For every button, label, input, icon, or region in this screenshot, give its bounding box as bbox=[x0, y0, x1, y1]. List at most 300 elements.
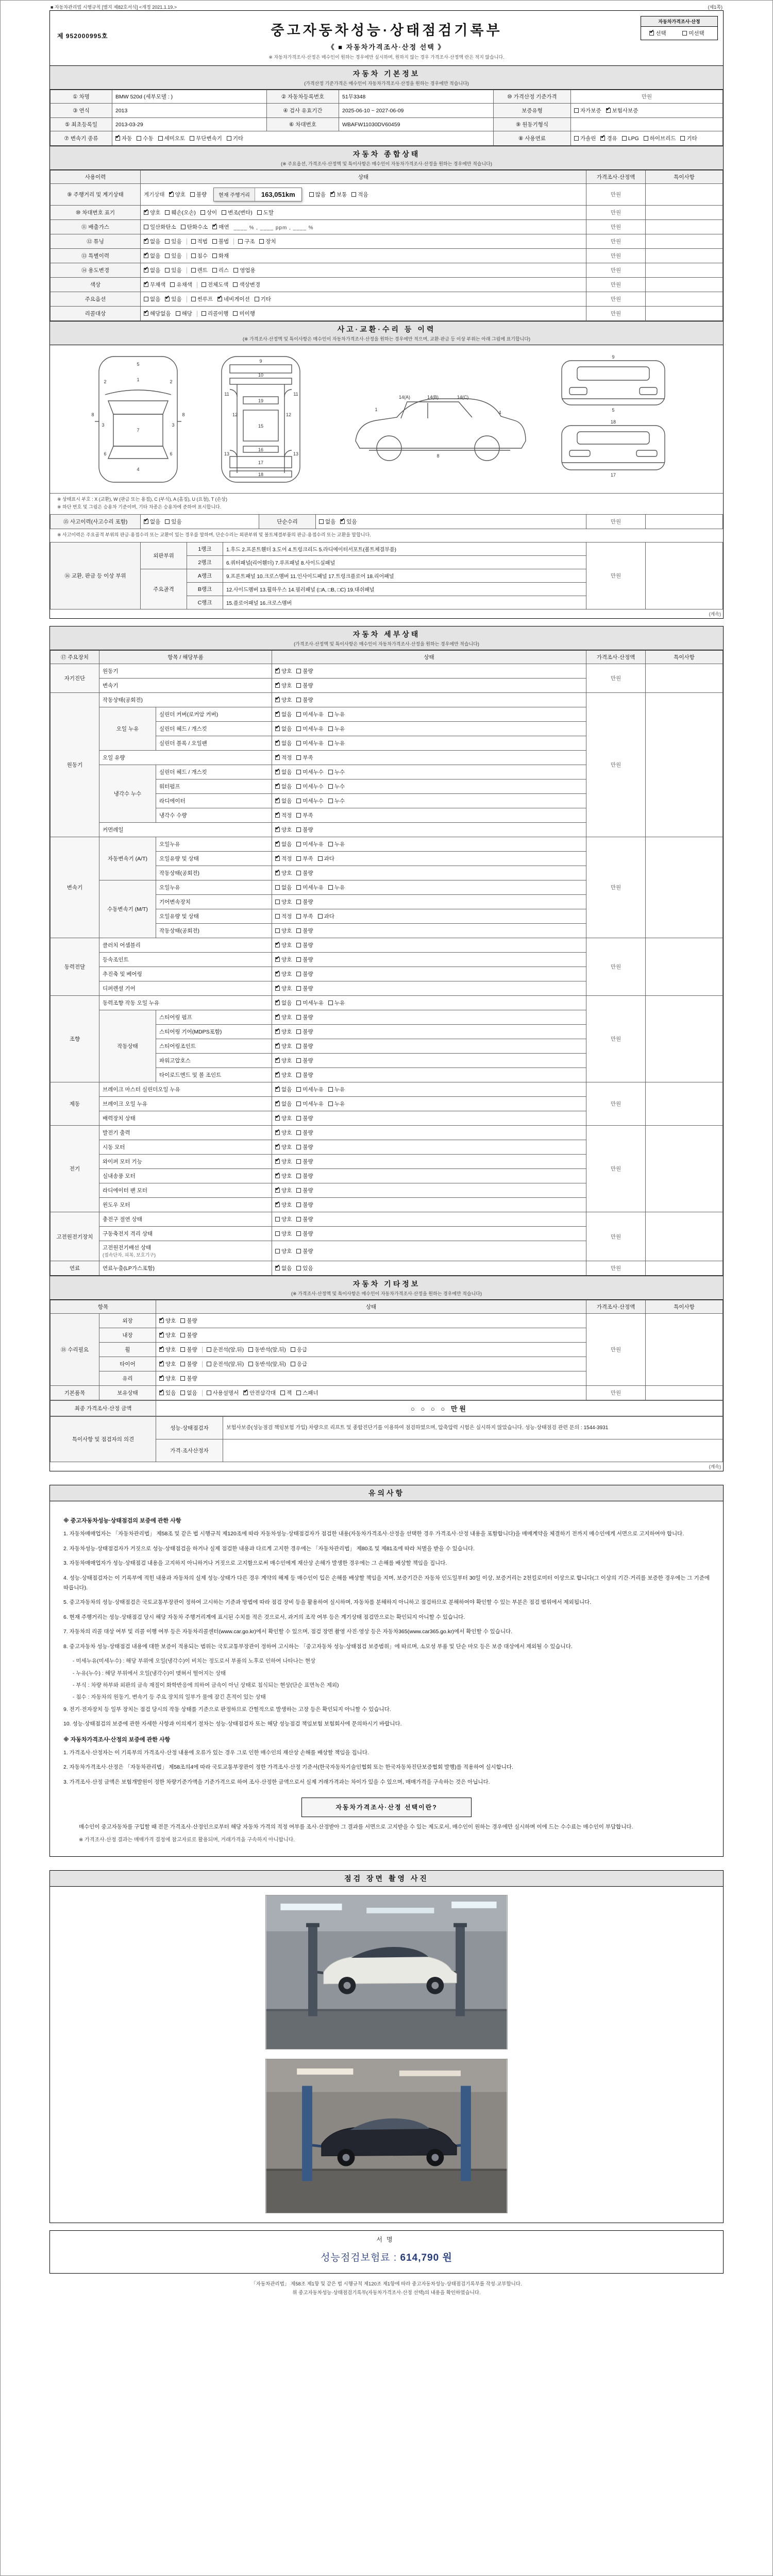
detail-option[interactable]: ✔ 없음 bbox=[275, 739, 292, 747]
etc-item-label: 내장 bbox=[99, 1328, 156, 1343]
item-state bbox=[272, 909, 586, 924]
note-cell bbox=[646, 1314, 723, 1386]
etc-extra-option[interactable]: 동반석(앞,뒤) bbox=[248, 1346, 286, 1353]
basics-option[interactable]: ✔ 있음 bbox=[159, 1389, 176, 1397]
item-label: 브레이크 오일 누유 bbox=[99, 1097, 272, 1111]
detail-option[interactable]: 불량 bbox=[296, 696, 313, 704]
basic-items-item: 보유상태 bbox=[99, 1386, 156, 1400]
detail-form-box bbox=[49, 626, 724, 1471]
detail-option[interactable]: ✔ 양호 bbox=[275, 826, 292, 834]
field-label: ② 자동차등록번호 bbox=[267, 90, 339, 104]
svg-text:8: 8 bbox=[91, 412, 94, 417]
item-state bbox=[272, 751, 586, 765]
notice-item: 3. 자동차매매업자가 성능·상태점검 내용을 고지하지 아니하거나 거짓으로 고지함으로써 매수인에게 재산상 손해가 발생한 경우에는 그 손해를 배상할 책임을 집니다. bbox=[63, 1560, 447, 1567]
note-cell bbox=[646, 693, 723, 837]
detail-option[interactable]: ✔ 양호 bbox=[275, 1071, 292, 1079]
detail-option[interactable]: 미세누수 bbox=[296, 768, 324, 776]
item-label: 고전원전기배선 상태 (접속단자, 피복, 보호기구) bbox=[99, 1241, 272, 1261]
transmission-options[interactable]: 수동 bbox=[137, 134, 153, 142]
detail-option[interactable]: ✔ 양호 bbox=[275, 1129, 292, 1137]
detail-option[interactable]: ✔ 적정 bbox=[275, 811, 292, 819]
checkbox-icon bbox=[275, 871, 280, 875]
svg-text:9: 9 bbox=[259, 359, 262, 364]
overall-option[interactable]: 썬루프 bbox=[191, 295, 213, 303]
detail-option[interactable]: 불량 bbox=[296, 1247, 313, 1255]
page-number: (제1쪽) bbox=[708, 5, 722, 10]
simple-repair-options[interactable]: ✔ 있음 bbox=[340, 518, 357, 526]
warranty-type[interactable]: 자가보증 bbox=[574, 107, 601, 114]
detail-option[interactable]: 부족 bbox=[296, 912, 313, 920]
detail-option[interactable]: ✔ 양호 bbox=[275, 1114, 292, 1122]
overall-option[interactable]: 렌트 bbox=[191, 266, 208, 274]
overall-row bbox=[51, 220, 723, 234]
basics-option[interactable]: 없음 bbox=[180, 1389, 197, 1397]
basics-extra-option[interactable]: 잭 bbox=[280, 1389, 292, 1397]
detail-option[interactable]: 누유 bbox=[328, 725, 345, 733]
overall-option[interactable]: 없음 bbox=[144, 295, 160, 303]
item-state bbox=[272, 765, 586, 779]
overall-option[interactable]: ✔ 있음 bbox=[165, 295, 181, 303]
detail-option[interactable]: 누수 bbox=[328, 797, 345, 805]
note-cell bbox=[646, 220, 723, 234]
detail-option[interactable]: 미세누수 bbox=[296, 783, 324, 790]
mileage-judge-option[interactable]: 많음 bbox=[309, 191, 326, 198]
item-state bbox=[272, 938, 586, 953]
field-label: ⑦ 변속기 종류 bbox=[51, 131, 112, 146]
overall-row-label: 리콜대상 bbox=[51, 307, 141, 321]
detail-option[interactable]: 적정 bbox=[275, 912, 292, 920]
item-state bbox=[272, 1039, 586, 1054]
note-cell bbox=[646, 1261, 723, 1276]
overall-option[interactable]: ✔ 매연 bbox=[212, 223, 229, 231]
etc-extra-option[interactable]: 운전석(앞,뒤) bbox=[207, 1360, 244, 1368]
field-label: ③ 연식 bbox=[51, 104, 112, 118]
checkbox-icon bbox=[217, 297, 222, 301]
detail-option[interactable]: 없음 bbox=[275, 884, 292, 891]
overall-row-state bbox=[141, 263, 586, 278]
etc-extra-option[interactable]: 응급 bbox=[291, 1360, 307, 1368]
detail-option[interactable]: 과다 bbox=[318, 855, 334, 862]
checkbox-icon bbox=[275, 755, 280, 760]
note-cell bbox=[646, 292, 723, 307]
inspector-opinion: 보험사보증(성능점검 책임보험 가입) 차량으로 리프트 및 종합진단기를 이용하여 점검하였으며, 압축압력 시험은 실시하지 않았습니다. 성능·상태점검 관련 문의 : 1544-3931 bbox=[223, 1417, 723, 1439]
notice-item: 6. 현재 주행거리는 성능·상태점검 당시 해당 자동차 주행거리계에 표시된 수치를 적은 것으로서, 과거의 조작 여부 등은 계기상태 점검만으로는 확인되지 아니할 수 있습니다. bbox=[63, 1614, 465, 1620]
warranty-type[interactable]: ✔ 보험사보증 bbox=[606, 107, 638, 114]
overall-option[interactable]: 유채색 bbox=[170, 281, 192, 289]
detail-option[interactable]: 불량 bbox=[296, 1071, 313, 1079]
overall-option[interactable]: 있음 bbox=[165, 266, 181, 274]
footer-line: 위 중고자동차성능·상태점검기록부(자동차가격조사·산정 선택)의 내용을 확인하였습니다. bbox=[292, 2290, 481, 2296]
detail-option[interactable]: ✔ 적정 bbox=[275, 754, 292, 761]
detail-option[interactable]: 누유 bbox=[328, 840, 345, 848]
etc-extra-option[interactable]: 응급 bbox=[291, 1346, 307, 1353]
mileage-judge-option[interactable]: ✔ 보통 bbox=[330, 191, 347, 198]
overall-option[interactable]: 리스 bbox=[212, 266, 229, 274]
checkbox-icon bbox=[296, 712, 301, 717]
premium-line bbox=[50, 2245, 723, 2273]
detail-option[interactable]: 불량 bbox=[296, 869, 313, 877]
notice-item: 1. 자동차매매업자는 「자동차관리법」 제58조 및 같은 법 시행규칙 제120조에 따라 자동차성능·상태점검자가 점검한 내용(자동차가격조사·산정을 선택한 경우 가격조사·산정 내용을 포함합니다)을 매매계약을 체결하기 전까지 매수인에게 서면으로 고지하여야 합니다. bbox=[63, 1531, 684, 1537]
price-cell: 만원 bbox=[586, 184, 646, 206]
item-state bbox=[272, 1097, 586, 1111]
detail-option[interactable]: 불량 bbox=[296, 941, 313, 949]
detail-option[interactable]: ✔ 없음 bbox=[275, 1264, 292, 1272]
checkbox-icon bbox=[291, 1347, 295, 1352]
detail-option[interactable]: 양호 bbox=[275, 1247, 292, 1255]
etc-item-state bbox=[156, 1314, 586, 1328]
etc-item-label: 타이어 bbox=[99, 1357, 156, 1371]
detail-option[interactable]: ✔ 양호 bbox=[275, 970, 292, 978]
section-detail-note: (가격조사·산정액 및 특이사항은 매수인이 자동차가격조사·산정을 원하는 경우에만 적습니다) bbox=[294, 641, 479, 647]
price-cell: 만원 bbox=[586, 1082, 646, 1126]
item-label: 기어변속장치 bbox=[156, 895, 272, 909]
fuel-options[interactable]: 가솔린 bbox=[574, 134, 596, 142]
item-label: 실린더 블록 / 오일팬 bbox=[156, 736, 272, 751]
detail-option[interactable]: ✔ 양호 bbox=[275, 1028, 292, 1036]
detail-option[interactable]: ✔ 양호 bbox=[275, 985, 292, 992]
checkbox-icon bbox=[291, 1362, 295, 1366]
overall-option[interactable]: 탄화수소 bbox=[181, 223, 208, 231]
overall-option[interactable]: 침수 bbox=[191, 252, 208, 260]
fuel-options[interactable]: 기타 bbox=[680, 134, 697, 142]
detail-option[interactable]: ✔ 양호 bbox=[275, 1172, 292, 1180]
overall-row-label: ⑭ 용도변경 bbox=[51, 263, 141, 278]
detail-option[interactable]: ✔ 양호 bbox=[275, 1143, 292, 1151]
etc-option[interactable]: 불량 bbox=[180, 1346, 197, 1353]
overall-option[interactable]: 변조(변타) bbox=[222, 209, 253, 216]
basics-extra-option[interactable]: 스패너 bbox=[296, 1389, 318, 1397]
detail-option[interactable]: 양호 bbox=[275, 927, 292, 935]
item-label: 배력장치 상태 bbox=[99, 1111, 272, 1126]
gauge-status-option[interactable]: 불량 bbox=[190, 191, 207, 198]
overall-option[interactable]: 있음 bbox=[165, 252, 181, 260]
simple-repair-options[interactable]: 없음 bbox=[319, 518, 335, 526]
detail-option[interactable]: 불량 bbox=[296, 1215, 313, 1223]
checkbox-icon bbox=[275, 1188, 280, 1193]
item-state bbox=[272, 722, 586, 736]
detail-option[interactable]: 미세누유 bbox=[296, 884, 324, 891]
item-label: 발전기 출력 bbox=[99, 1126, 272, 1140]
svg-text:1: 1 bbox=[375, 407, 378, 412]
overall-option[interactable]: ✔ 없음 bbox=[144, 252, 160, 260]
detail-option[interactable]: 누유 bbox=[328, 884, 345, 891]
detail-option[interactable]: ✔ 양호 bbox=[275, 1057, 292, 1064]
detail-option[interactable]: ✔ 양호 bbox=[275, 956, 292, 963]
note-cell bbox=[646, 206, 723, 220]
accident-history-options[interactable]: ✔ 없음 bbox=[144, 518, 160, 526]
etc-option[interactable]: ✔ 양호 bbox=[159, 1331, 176, 1339]
accident-history-table bbox=[50, 514, 723, 529]
overall-option[interactable]: 적법 bbox=[191, 238, 208, 245]
overall-option[interactable]: 훼손(오손) bbox=[165, 209, 196, 216]
overall-option[interactable]: 미이행 bbox=[233, 310, 255, 317]
checkbox-icon bbox=[200, 210, 205, 215]
detail-option[interactable]: 누유 bbox=[328, 710, 345, 718]
overall-option[interactable]: 구조 bbox=[238, 238, 255, 245]
checkbox-icon bbox=[144, 297, 148, 301]
detail-option[interactable]: 누유 bbox=[328, 1100, 345, 1108]
etc-option[interactable]: 불량 bbox=[180, 1375, 197, 1382]
overall-option[interactable]: 상이 bbox=[200, 209, 217, 216]
fuel-options[interactable]: 하이브리드 bbox=[644, 134, 676, 142]
basics-extra-option[interactable]: 사용설명서 bbox=[207, 1389, 239, 1397]
item-state bbox=[272, 1198, 586, 1212]
overall-option[interactable]: 기타 bbox=[255, 295, 271, 303]
overall-option[interactable]: ✔ 해당없음 bbox=[144, 310, 171, 317]
price-explain-note: ※ 가격조사·산정 결과는 매매가격 결정에 참고자료로 활용되며, 거래가격을 구속하지 아니합니다. bbox=[79, 1837, 295, 1843]
item-state bbox=[272, 880, 586, 895]
svg-text:10: 10 bbox=[258, 372, 264, 378]
rank-name: 1랭크 bbox=[187, 543, 223, 556]
col-header: 특이사항 bbox=[646, 171, 723, 184]
opinion-label: 특이사항 및 점검자의 의견 bbox=[51, 1417, 156, 1462]
detail-option[interactable]: 불량 bbox=[296, 1057, 313, 1064]
price-cell: 만원 bbox=[586, 292, 646, 307]
detail-option[interactable]: 미세누유 bbox=[296, 710, 324, 718]
detail-option[interactable]: 불량 bbox=[296, 1114, 313, 1122]
field-label: ① 차명 bbox=[51, 90, 112, 104]
overall-option[interactable]: 영업용 bbox=[233, 266, 255, 274]
basics-extra-option[interactable]: ✔ 안전삼각대 bbox=[243, 1389, 276, 1397]
checkbox-icon bbox=[280, 1391, 285, 1395]
detail-option[interactable]: 불량 bbox=[296, 985, 313, 992]
svg-text:14(A): 14(A) bbox=[398, 395, 411, 400]
etc-option[interactable]: 불량 bbox=[180, 1317, 197, 1325]
basic-items-row bbox=[51, 1386, 723, 1400]
checkbox-icon bbox=[201, 282, 206, 287]
item-label: 브레이크 마스터 실린더오일 누유 bbox=[99, 1082, 272, 1097]
rank-parts: 9.프론트패널 10.크로스멤버 11.인사이드패널 17.트렁크플로어 18.리어패널 bbox=[223, 569, 586, 583]
fuel-options[interactable]: ✔ 경유 bbox=[600, 134, 617, 142]
field-label: ⑥ 차대번호 bbox=[267, 118, 339, 131]
detail-option[interactable]: 누유 bbox=[328, 999, 345, 1007]
detail-option[interactable]: 불량 bbox=[296, 898, 313, 906]
vehicle-name: BMW 520d (세부모델 : ) bbox=[112, 90, 267, 104]
col-header: 가격조사·산정액 bbox=[586, 1300, 646, 1314]
checkbox-icon bbox=[248, 1362, 253, 1366]
car-diagram bbox=[67, 349, 706, 489]
checkbox-icon bbox=[238, 239, 243, 244]
checkbox-icon bbox=[328, 1001, 333, 1005]
overall-option[interactable]: 화재 bbox=[212, 252, 229, 260]
rank-parts: 6.쿼터패널(리어휀더) 7.루프패널 8.사이드실패널 bbox=[223, 556, 586, 569]
detail-option[interactable]: 불량 bbox=[296, 667, 313, 675]
item-state bbox=[272, 808, 586, 823]
detail-option[interactable]: 불량 bbox=[296, 1028, 313, 1036]
device-label: 원동기 bbox=[51, 693, 99, 837]
item-state bbox=[272, 895, 586, 909]
section-basic-info bbox=[50, 65, 723, 90]
etc-extra-option[interactable]: 운전석(앞,뒤) bbox=[207, 1346, 244, 1353]
transmission-options[interactable]: ✔ 자동 bbox=[115, 134, 132, 142]
detail-option[interactable]: ✔ 양호 bbox=[275, 696, 292, 704]
detail-option[interactable]: 미세누수 bbox=[296, 797, 324, 805]
checkbox-icon bbox=[165, 268, 170, 273]
transmission-options[interactable]: 세미오토 bbox=[158, 134, 186, 142]
overall-option[interactable]: ✔ 네비게이션 bbox=[217, 295, 250, 303]
overall-option[interactable]: 색상변경 bbox=[233, 281, 260, 289]
item-label: 스티어링조인트 bbox=[156, 1039, 272, 1054]
detail-option[interactable]: 불량 bbox=[296, 1129, 313, 1137]
detail-option[interactable]: ✔ 없음 bbox=[275, 725, 292, 733]
note-cell bbox=[646, 1212, 723, 1261]
detail-option[interactable]: ✔ 없음 bbox=[275, 797, 292, 805]
checkbox-icon bbox=[275, 1249, 280, 1253]
detail-option[interactable]: ✔ 없음 bbox=[275, 840, 292, 848]
checkbox-icon bbox=[159, 1376, 164, 1381]
detail-option[interactable]: 미세누유 bbox=[296, 1086, 324, 1093]
transmission-options[interactable]: 무단변속기 bbox=[190, 134, 222, 142]
detail-option[interactable]: 불량 bbox=[296, 1187, 313, 1194]
detail-option[interactable]: 양호 bbox=[275, 1230, 292, 1238]
checkbox-icon bbox=[328, 799, 333, 803]
checkbox-icon bbox=[144, 210, 148, 215]
mileage-judge-option[interactable]: 적음 bbox=[351, 191, 368, 198]
price-select-options[interactable]: 미선택 bbox=[682, 29, 704, 37]
note-cell bbox=[646, 307, 723, 321]
fuel-options[interactable]: LPG bbox=[622, 135, 639, 142]
detail-option[interactable]: 미세누유 bbox=[296, 999, 324, 1007]
checkbox-icon bbox=[296, 827, 301, 832]
note-cell bbox=[646, 543, 723, 609]
checkbox-icon bbox=[257, 210, 262, 215]
detail-option[interactable]: 누유 bbox=[328, 1086, 345, 1093]
detail-option[interactable]: 부족 bbox=[296, 855, 313, 862]
detail-option[interactable]: 불량 bbox=[296, 1158, 313, 1165]
overall-option[interactable]: 있음 bbox=[165, 238, 181, 245]
simple-repair-options bbox=[316, 515, 586, 529]
detail-option[interactable]: 불량 bbox=[296, 1042, 313, 1050]
price-select-title: 자동차가격조사·산정 bbox=[641, 16, 717, 27]
detail-option[interactable]: ✔ 양호 bbox=[275, 941, 292, 949]
detail-option[interactable]: ✔ 양호 bbox=[275, 682, 292, 689]
detail-option[interactable]: 누유 bbox=[328, 739, 345, 747]
checkbox-icon bbox=[296, 784, 301, 789]
etc-option[interactable]: ✔ 양호 bbox=[159, 1346, 176, 1353]
detail-option[interactable]: 불량 bbox=[296, 1230, 313, 1238]
etc-item-state bbox=[156, 1357, 586, 1371]
etc-option[interactable]: 불량 bbox=[180, 1331, 197, 1339]
etc-option[interactable]: 불량 bbox=[180, 1360, 197, 1368]
detail-option[interactable]: 미세누유 bbox=[296, 1100, 324, 1108]
detail-option[interactable]: 미세누유 bbox=[296, 840, 324, 848]
checkbox-icon bbox=[275, 914, 280, 919]
detail-option[interactable]: 불량 bbox=[296, 970, 313, 978]
detail-option[interactable]: 불량 bbox=[296, 682, 313, 689]
detail-option[interactable]: 불량 bbox=[296, 826, 313, 834]
detail-option[interactable]: 불량 bbox=[296, 1172, 313, 1180]
svg-text:12: 12 bbox=[232, 412, 238, 417]
detail-option[interactable]: ✔ 없음 bbox=[275, 710, 292, 718]
overall-option[interactable]: 전체도색 bbox=[201, 281, 229, 289]
detail-option[interactable]: ✔ 없음 bbox=[275, 999, 292, 1007]
notice-sub-item: - 누유(누수) : 해당 부위에서 오일(냉각수)이 맺혀서 떨어지는 상태 bbox=[73, 1670, 226, 1676]
svg-text:2: 2 bbox=[104, 379, 107, 384]
checkbox-icon bbox=[275, 698, 280, 702]
price-explain-text: 매수인이 중고자동차를 구입할 때 전문 가격조사·산정인으로부터 해당 자동차 가격의 적정 여부를 조사·산정받아 그 결과를 서면으로 고지받을 수 있는 제도로서, 매수인이 원하는 경우에만 실시하며 이에 드는 수수료는 매수인이 부담합니다. bbox=[79, 1824, 633, 1831]
detail-option[interactable]: ✔ 양호 bbox=[275, 1158, 292, 1165]
detail-option[interactable]: ✔ 양호 bbox=[275, 869, 292, 877]
detail-option[interactable]: ✔ 양호 bbox=[275, 1013, 292, 1021]
etc-extra-option[interactable]: 동반석(앞,뒤) bbox=[248, 1360, 286, 1368]
final-price-value: ○ ○ ○ ○ 만원 bbox=[156, 1401, 723, 1416]
item-label: 등속조인트 bbox=[99, 953, 272, 967]
overall-option[interactable]: ✔ 없음 bbox=[144, 238, 160, 245]
detail-option[interactable]: 부족 bbox=[296, 754, 313, 761]
detail-option[interactable]: ✔ 없음 bbox=[275, 1100, 292, 1108]
detail-option[interactable]: ✔ 양호 bbox=[275, 1042, 292, 1050]
overall-option[interactable]: 일산화탄소 bbox=[144, 223, 176, 231]
checkbox-icon bbox=[275, 885, 280, 890]
detail-option[interactable]: 불량 bbox=[296, 956, 313, 963]
checkbox-icon bbox=[191, 297, 196, 301]
detail-option[interactable]: 누수 bbox=[328, 783, 345, 790]
item-state bbox=[272, 1140, 586, 1155]
overall-row-state bbox=[141, 307, 586, 321]
detail-option[interactable]: 양호 bbox=[275, 1215, 292, 1223]
checkbox-icon bbox=[296, 1249, 301, 1253]
detail-option[interactable]: 불량 bbox=[296, 1013, 313, 1021]
detail-option[interactable]: 부족 bbox=[296, 811, 313, 819]
overall-option[interactable]: ✔ 양호 bbox=[144, 209, 160, 216]
detail-option[interactable]: 불량 bbox=[296, 927, 313, 935]
etc-option[interactable]: ✔ 양호 bbox=[159, 1317, 176, 1325]
gauge-status-option[interactable]: ✔ 양호 bbox=[169, 191, 186, 198]
diagram-legend bbox=[50, 494, 723, 514]
detail-option[interactable]: ✔ 적정 bbox=[275, 855, 292, 862]
accident-history-options[interactable]: 있음 bbox=[165, 518, 181, 526]
detail-option[interactable]: 과다 bbox=[318, 912, 334, 920]
overall-option[interactable]: 장치 bbox=[259, 238, 276, 245]
svg-text:11: 11 bbox=[224, 392, 229, 397]
detail-option[interactable]: ✔ 양호 bbox=[275, 667, 292, 675]
basic-items-label: 기본품목 bbox=[51, 1386, 99, 1400]
overall-option[interactable]: 해당 bbox=[176, 310, 192, 317]
etc-option[interactable]: ✔ 양호 bbox=[159, 1360, 176, 1368]
item-label: 추진축 및 베어링 bbox=[99, 967, 272, 981]
detail-option[interactable]: ✔ 양호 bbox=[275, 1187, 292, 1194]
overall-option[interactable]: 불법 bbox=[212, 238, 229, 245]
detail-option[interactable]: 미세누유 bbox=[296, 725, 324, 733]
detail-option[interactable]: 있음 bbox=[296, 1264, 313, 1272]
detail-option[interactable]: 불량 bbox=[296, 1143, 313, 1151]
detail-option[interactable]: ✔ 없음 bbox=[275, 768, 292, 776]
detail-option[interactable]: ✔ 없음 bbox=[275, 783, 292, 790]
checkbox-icon bbox=[296, 1391, 301, 1395]
section-detail-title: 자동차 세부상태 bbox=[352, 630, 421, 638]
overall-option[interactable]: 리콜이행 bbox=[201, 310, 229, 317]
col-header: 특이사항 bbox=[646, 651, 723, 664]
detail-option[interactable]: 누수 bbox=[328, 768, 345, 776]
item-state bbox=[272, 981, 586, 996]
checkbox-icon bbox=[275, 799, 280, 803]
transmission-options[interactable]: 기타 bbox=[227, 134, 243, 142]
detail-option[interactable]: ✔ 양호 bbox=[275, 1201, 292, 1209]
overall-option[interactable]: ✔ 무채색 bbox=[144, 281, 165, 289]
section-etc-title: 자동차 기타정보 bbox=[352, 1280, 421, 1288]
checkbox-icon bbox=[212, 239, 217, 244]
checkbox-icon bbox=[275, 770, 280, 774]
detail-option[interactable]: 미세누유 bbox=[296, 739, 324, 747]
etc-option[interactable]: ✔ 양호 bbox=[159, 1375, 176, 1382]
detail-option[interactable]: 불량 bbox=[296, 1201, 313, 1209]
detail-option[interactable]: 양호 bbox=[275, 898, 292, 906]
overall-option[interactable]: ✔ 없음 bbox=[144, 266, 160, 274]
item-label: 오일누유 bbox=[156, 880, 272, 895]
price-select-options[interactable]: ✔ 선택 bbox=[649, 29, 666, 37]
detail-option[interactable]: ✔ 없음 bbox=[275, 1086, 292, 1093]
overall-option[interactable]: 도말 bbox=[257, 209, 274, 216]
